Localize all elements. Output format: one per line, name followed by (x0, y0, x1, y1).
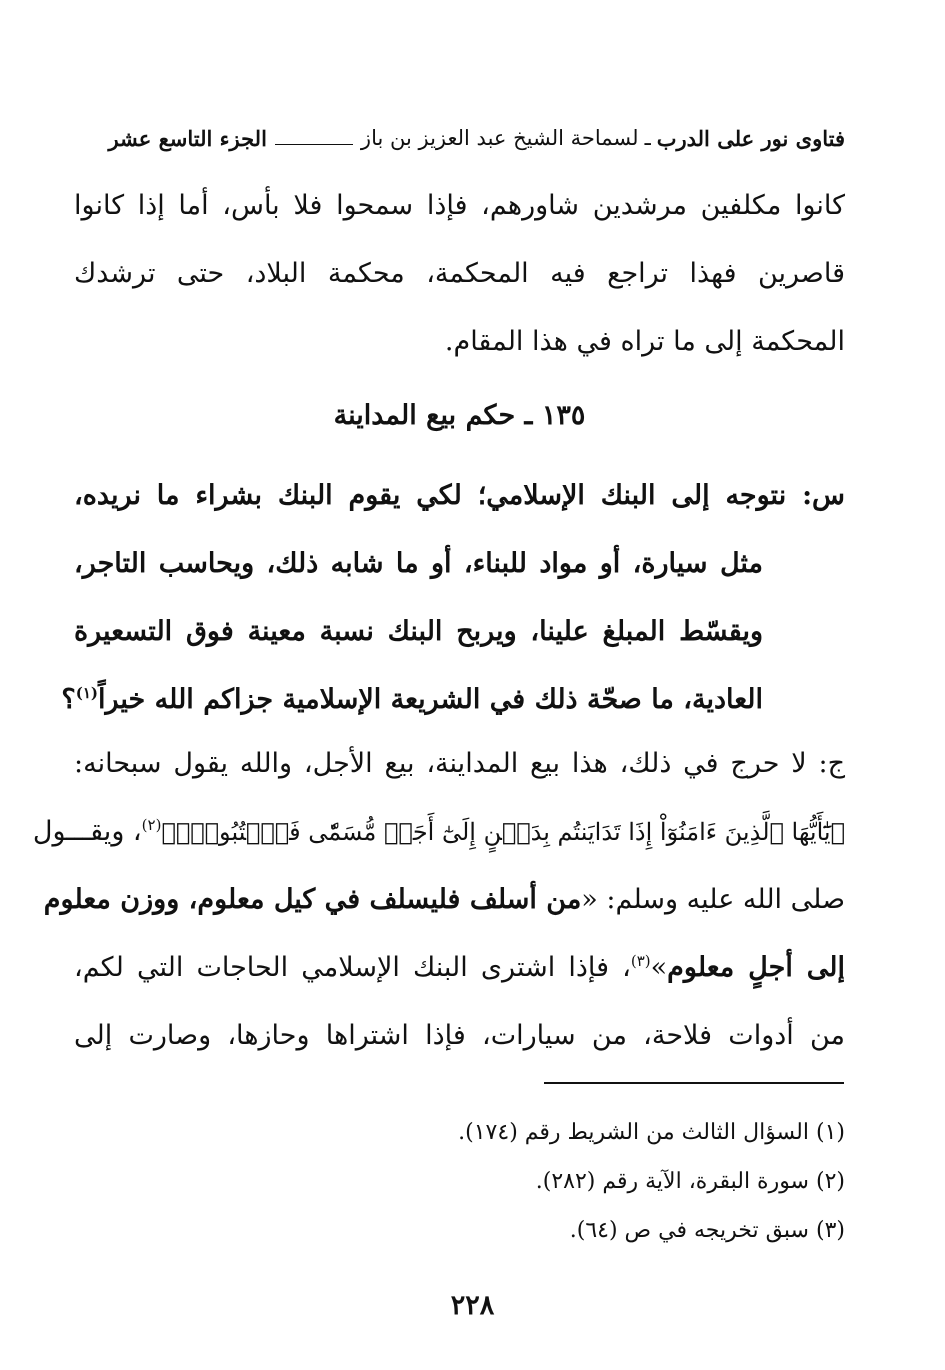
hadith-close: » (650, 952, 668, 983)
answer-line: من أدوات فلاحة، من سيارات، فإذا اشتراها وحازها، وصارت إلى (74, 1020, 845, 1051)
answer-text: ، فإذا اشترى البنك الإسلامي الحاجات التي لكم، (74, 952, 631, 983)
footnote-ref: (٣) (630, 952, 651, 970)
running-header (80, 118, 845, 158)
question-line (61, 666, 763, 734)
footnote-ref: (١) (75, 684, 99, 702)
text-line: كانوا مكلفين مرشدين شاورهم، فإذا سمحوا فلا بأس، أما إذا كانوا (74, 190, 845, 221)
header-dash: ـ (644, 126, 651, 150)
footnotes (74, 1108, 845, 1255)
intro-paragraph (74, 172, 845, 376)
answer-line (32, 798, 845, 866)
footnote-divider (544, 1082, 844, 1084)
question-line: س: نتوجه إلى البنك الإسلامي؛ لكي يقوم البنك بشراء ما نريده، (74, 480, 845, 511)
author-name: لسماحة الشيخ عبد العزيز بن باز (360, 126, 639, 150)
footnote: (٢) سورة البقرة، الآية رقم (٢٨٢). (535, 1169, 845, 1194)
text-line: المحكمة إلى ما تراه في هذا المقام. (444, 326, 845, 357)
section-title: ١٣٥ ـ حكم بيع المداينة (333, 400, 586, 431)
answer-paragraph (32, 730, 845, 1070)
header-rule (275, 144, 353, 145)
answer-text: ، ويقـــول (32, 816, 142, 847)
answer-line: ج: لا حرج في ذلك، هذا بيع المداينة، بيع الأجل، والله يقول سبحانه: (74, 748, 845, 779)
text-line: قاصرين فهذا تراجع فيه المحكمة، محكمة البلاد، حتى ترشدك (74, 258, 845, 289)
hadith-text: من أسلف فليسلف في كيل معلوم، ووزن معلوم (43, 884, 582, 915)
quran-verse: ﴿يَٰٓأَيُّهَا ٱلَّذِينَ ءَامَنُوٓاْ إِذَا تَدَايَنتُم بِدَيۡنٍ إِلَىٰٓ أَجَلٖ مُّسَمّٗى فَٱكۡتُبُوهُۚ﴾ (161, 818, 845, 846)
footnote: (١) السؤال الثالث من الشريط رقم (١٧٤). (458, 1120, 845, 1145)
answer-line (74, 934, 845, 1002)
question-line-text: العادية، ما صحّة ذلك في الشريعة الإسلامية جزاكم الله خيراً (98, 684, 763, 715)
hadith-text: إلى أجلٍ معلوم (667, 952, 845, 983)
answer-text: صلى الله عليه وسلم: « (581, 884, 845, 915)
part-label: الجزء التاسع عشر (108, 125, 267, 151)
question-line: ويقسّط المبلغ علينا، ويربح البنك نسبة معينة فوق التسعيرة (74, 616, 763, 647)
footnote-ref: (٢) (141, 816, 162, 834)
question-paragraph (61, 462, 845, 734)
footnote: (٣) سبق تخريجه في ص (٦٤). (569, 1218, 845, 1243)
question-line: مثل سيارة، أو مواد للبناء، أو ما شابه ذلك، ويحاسب التاجر، (74, 548, 763, 579)
page-number: ٢٢٨ (450, 1290, 495, 1321)
question-mark: ؟ (61, 684, 76, 715)
book-title: فتاوى نور على الدرب (656, 125, 845, 151)
answer-line (43, 866, 845, 934)
